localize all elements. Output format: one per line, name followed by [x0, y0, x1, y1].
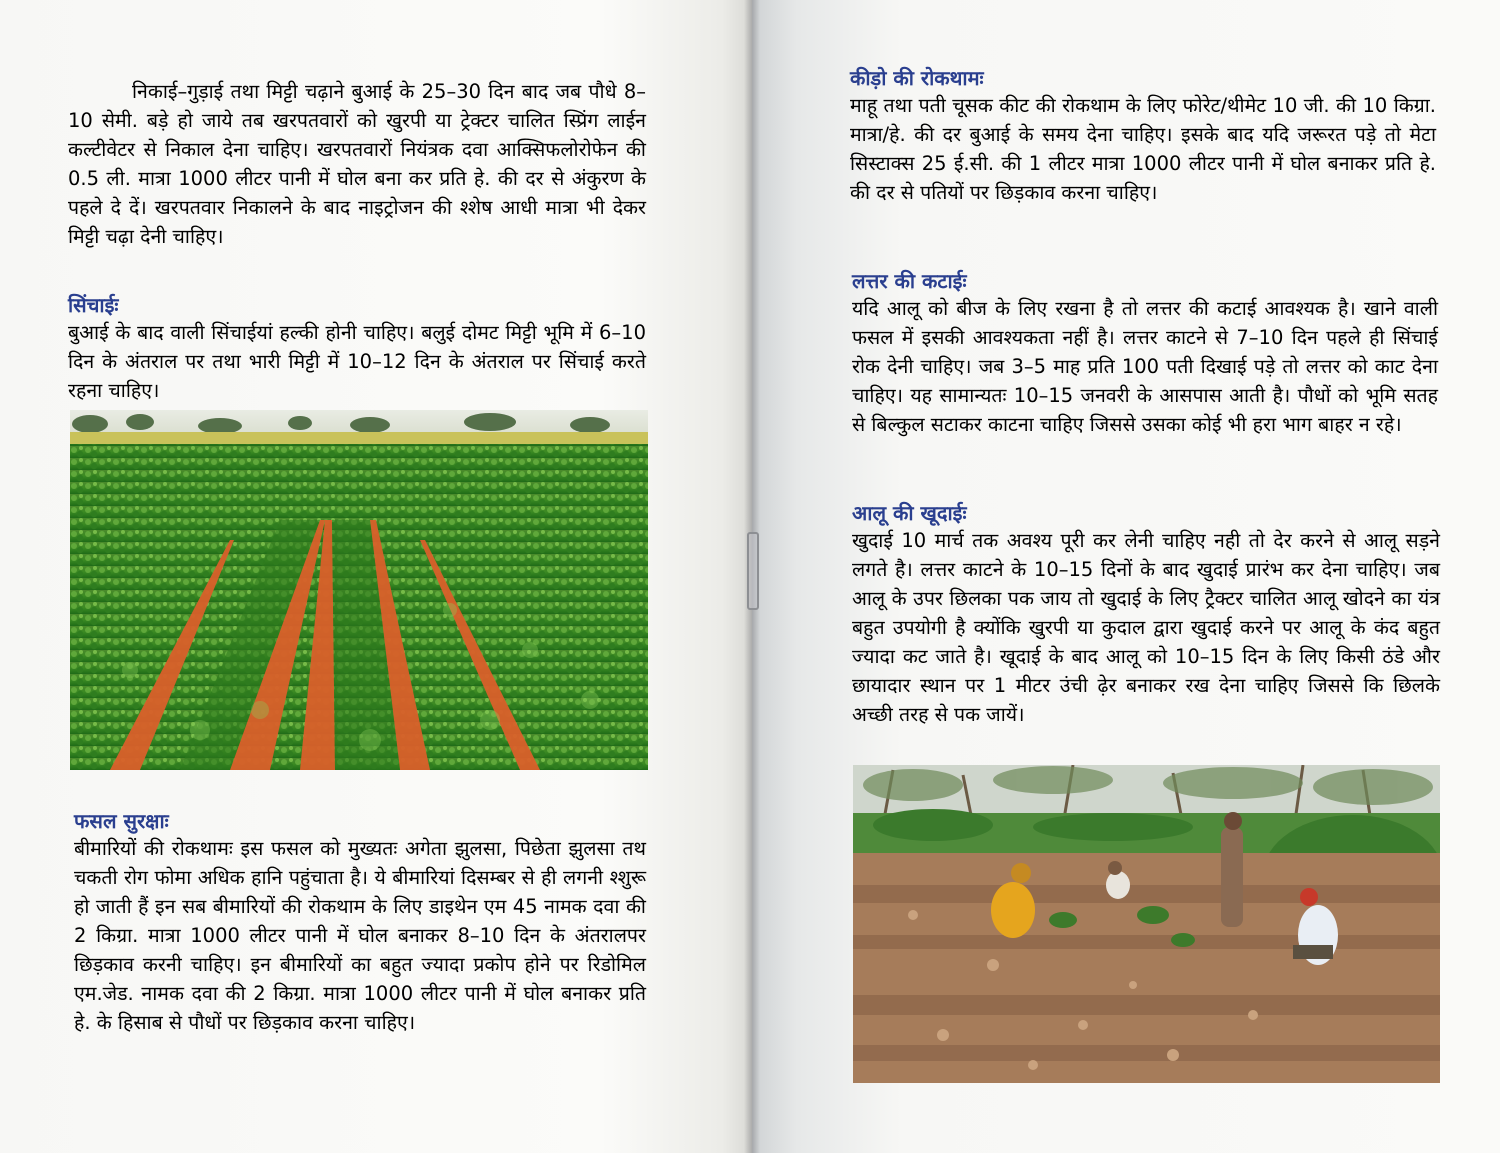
haulm-cutting-paragraph: यदि आलू को बीज के लिए रखना है तो लत्तर की कटाई आवश्यक है। खाने वाली फसल में इसकी आवश्यकता नहीं है। लत्तर काटने से 7–10 दिन पहले ही सिंचाई रोक देनी चाहिए। जब 3–5 माह प्रति 100 पती दिखाई पड़े तो लत्तर को काट देना चाहिए। यह सामान्यतः 10–15 जनवरी के आसपास आती है। पौधों को भूमि सतह से बिल्कुल सटाकर काटना चाहिए जिससे उसका कोई भी हरा भाग बाहर न रहे।	[852, 297, 1438, 436]
digging-paragraph: खुदाई 10 मार्च तक अवश्य पूरी कर लेनी चाहिए नही तो देर करने से आलू सड़ने लगते है। लत्तर काटने के 10–15 दिनों के बाद खुदाई प्रारंभ कर देना चाहिए। जब आलू के उपर छिलका पक जाय तो खुदाई के लिए ट्रैक्टर चालित आलू खोदने का यंत्र बहुत उपयोगी है क्योंकि खुरपी या कुदाल द्वारा खुदाई करने पर आलू के कंद बहुत ज्यादा कट जाते है। खूदाई के बाद आलू को 10–15 दिन के लिए किसी ठंडे और छायादार स्थान पर 1 मीटर उंची ढ़ेर बनाकर रख देना चाहिए जिससे कि छिलके अच्छी तरह से पक जायें।	[852, 529, 1440, 726]
crop-protection-paragraph: बीमारियों की रोकथामः इस फसल को मुख्यतः अगेता झुलसा, पिछेता झुलसा तथ चकती रोग फोमा अधिक हानि पहुंचाता है। ये बीमारियां दिसम्बर से ही लगनी श्शुरू हो जाती हैं इन सब बीमारियों की रोकथाम के लिए डाइथेन एम 45 नामक दवा की 2 किग्रा. मात्रा 1000 लीटर पानी में घोल बनाकर 8–10 दिन के अंतरालपर छिड़काव करनी चाहिए। इन बीमारियों का बहुत ज्यादा प्रकोप होने पर रिडोमिल एम.जेड. नामक दवा की 2 किग्रा. मात्रा 1000 लीटर पानी में घोल बनाकर प्रति हे. के हिसाब से पौधों पर छिड़काव करना चाहिए।	[74, 837, 646, 1034]
crop-protection-heading: फसल सुरक्षाः	[74, 809, 169, 833]
digging-heading: आलू की खूदाईः	[852, 501, 967, 525]
potato-field-photo	[70, 410, 648, 770]
pest-control-section	[850, 65, 1436, 207]
pest-control-heading: कीड़ो की रोकथामः	[850, 66, 984, 90]
crop-protection-section	[74, 808, 646, 1037]
irrigation-paragraph: बुआई के बाद वाली सिंचाईयां हल्की होनी चाहिए। बलुई दोमट मिट्टी भूमि में 6–10 दिन के अंतराल पर तथा भारी मिट्टी में 10–12 दिन के अंतराल पर सिंचाई करते रहना चाहिए।	[68, 321, 646, 402]
pest-control-paragraph: माहू तथा पती चूसक कीट की रोकथाम के लिए फोरेट/थीमेट 10 जी. की 10 किग्रा. मात्रा/हे. की दर बुआई के समय देना चाहिए। इसके बाद यदि जरूरत पड़े तो मेटा सिस्टाक्स 25 ई.सी. की 1 लीटर मात्रा 1000 लीटर पानी में घोल बनाकर प्रति हे. की दर से पतियों पर छिड़काव करना चाहिए।	[850, 94, 1436, 204]
staple	[747, 532, 759, 610]
weeding-paragraph: निकाई–गुड़ाई तथा मिट्टी चढ़ाने बुआई के 25–30 दिन बाद जब पौधे 8–10 सेमी. बड़े हो जाये तब खरपतवारों को खुरपी या ट्रेक्टर चालित स्प्रिंग लाईन कल्टीवेटर से निकाल देना चाहिए। खरपतवारों नियंत्रक दवा आक्सिफलोरोफेन की 0.5 ली. मात्रा 1000 लीटर पानी में घोल बना कर प्रति हे. की दर से अंकुरण के पहले दे दें। खरपतवार निकालने के बाद नाइट्रोजन की श्शेष आधी मात्रा भी देकर मिट्टी चढ़ा देनी चाहिए।	[68, 80, 646, 248]
irrigation-heading: सिंचाईः	[68, 293, 119, 317]
potato-harvest-photo	[853, 765, 1440, 1083]
haulm-cutting-section	[852, 268, 1438, 439]
weeding-section	[68, 77, 646, 251]
digging-section	[852, 500, 1440, 729]
worker-standing	[1221, 812, 1243, 927]
potato-field-illustration	[70, 410, 648, 770]
irrigation-section	[68, 292, 646, 405]
potato-harvest-illustration	[853, 765, 1440, 1083]
haulm-cutting-heading: लत्तर की कटाईः	[852, 269, 967, 293]
